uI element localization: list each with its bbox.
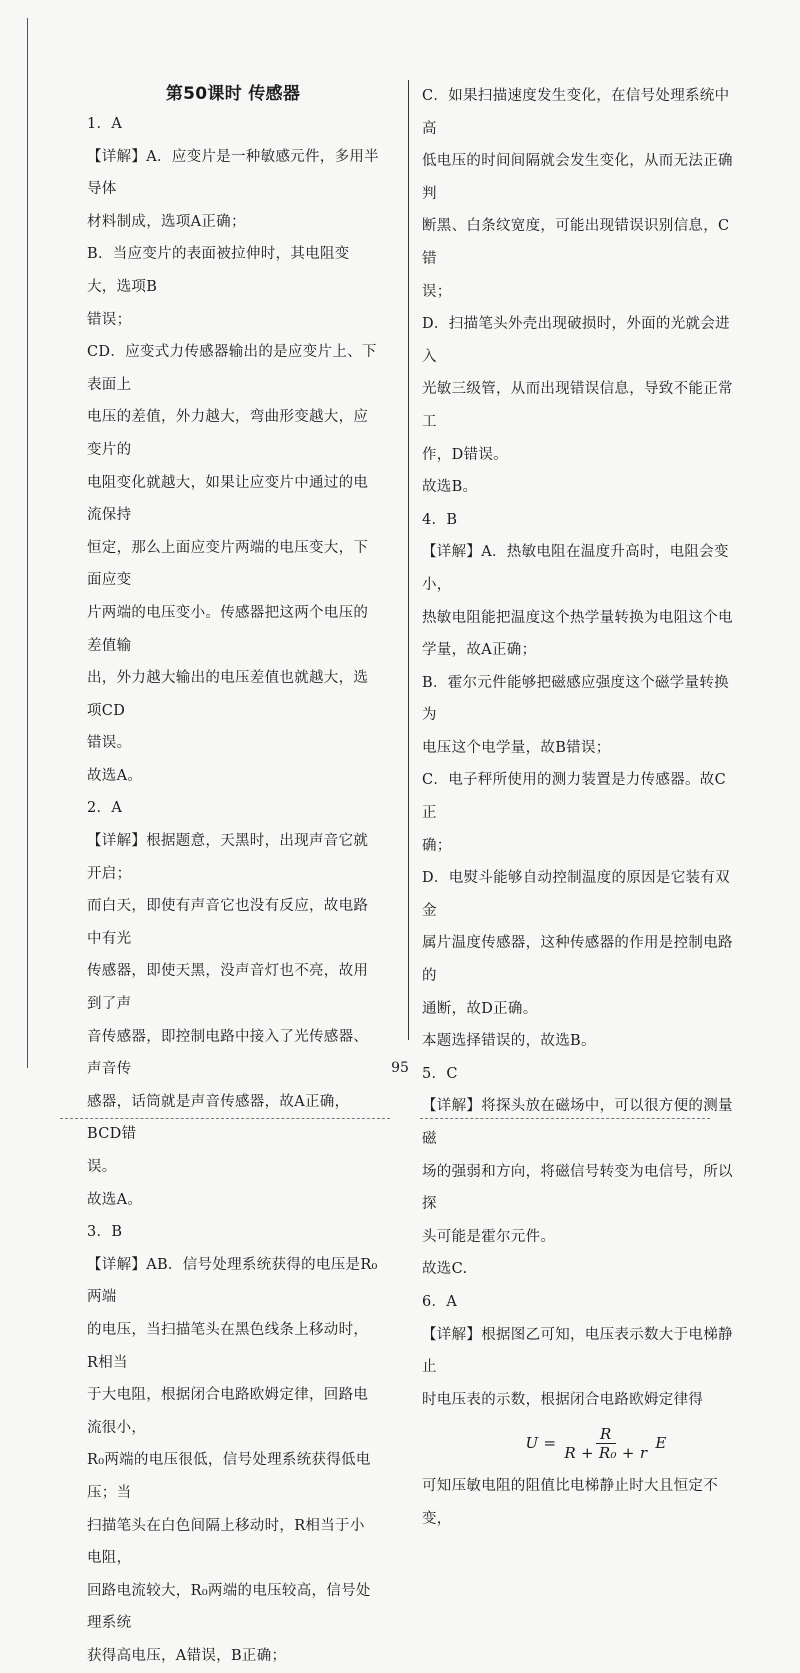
page-title: 第50课时 传感器 — [165, 84, 301, 104]
text-line: 低电压的时间间隔就会发生变化，从而无法正确判 — [422, 153, 733, 202]
text-line: 场的强弱和方向，将磁信号转变为电信号，所以探 — [422, 1163, 733, 1213]
text-line: 1．A — [87, 116, 123, 132]
text-line: 断黑、白条纹宽度，可能出现错误识别信息，C错 — [422, 218, 730, 267]
text-line: 属片温度传感器，这种传感器的作用是控制电路的 — [422, 935, 733, 985]
formula-fraction — [560, 1425, 651, 1462]
text-line: 6．A — [422, 1293, 458, 1310]
text-line: 的电压，当扫描笔头在黑色线条上移动时，R相当 — [87, 1321, 369, 1371]
text-line: CD．应变式力传感器输出的是应变片上、下表面上 — [87, 344, 377, 393]
right-text-lines-a — [422, 80, 740, 1416]
text-line: 电阻变化就越大，如果让应变片中通过的电流保持 — [87, 474, 369, 524]
formula-lhs: U = — [525, 1434, 557, 1453]
right-text-lines-b — [422, 1470, 740, 1535]
text-line: 故选A。 — [87, 1191, 143, 1208]
text-line: 而白天，即使有声音它也没有反应，故电路中有光 — [87, 898, 369, 947]
left-margin-rule — [27, 18, 28, 1068]
right-column — [422, 80, 740, 1536]
text-line: 4．B — [422, 511, 458, 528]
text-line: R₀两端的电压很低，信号处理系统获得低电压；当 — [87, 1452, 371, 1501]
text-line: 【详解】A．应变片是一种敏感元件，多用半导体 — [87, 148, 379, 198]
left-column — [87, 80, 379, 1673]
text-line: 故选B。 — [422, 479, 478, 496]
ohm-law-formula — [452, 1416, 740, 1470]
page-number: 95 — [391, 1060, 409, 1076]
text-line: 传感器，即使天黑，没声音灯也不亮，故用到了声 — [87, 963, 369, 1013]
text-line: 学量，故A正确； — [422, 642, 537, 659]
text-line: B．霍尔元件能够把磁感应强度这个磁学量转换为 — [422, 674, 729, 724]
formula-denominator: R + R₀ + r — [564, 1443, 648, 1462]
footer-dash-right — [420, 1118, 710, 1119]
text-line: 错误； — [87, 311, 132, 328]
text-line: 误。 — [87, 1159, 117, 1175]
text-line: 【详解】根据图乙可知，电压表示数大于电梯静止 — [422, 1326, 733, 1376]
text-line: 感器，话筒就是声音传感器，故A正确，BCD错 — [87, 1093, 350, 1143]
text-line: 【详解】A．热敏电阻在温度升高时，电阻会变小， — [422, 544, 729, 593]
column-divider — [408, 80, 409, 1040]
text-line: 扫描笔头在白色间隔上移动时，R相当于小电阻， — [87, 1517, 365, 1567]
text-line: 材料制成，选项A正确； — [87, 213, 246, 230]
formula-numerator: R — [596, 1425, 616, 1444]
text-line: 恒定，那么上面应变片两端的电压变大，下面应变 — [87, 539, 369, 589]
text-line: 【详解】将探头放在磁场中，可以很方便的测量磁 — [422, 1098, 733, 1147]
text-line: 光敏三级管，从而出现错误信息，导致不能正常工 — [422, 381, 733, 430]
text-line: D．电熨斗能够自动控制温度的原因是它装有双金 — [422, 870, 730, 919]
text-line: 头可能是霍尔元件。 — [422, 1228, 556, 1245]
footer-dash-left — [60, 1118, 390, 1119]
text-line: C．如果扫描速度发生变化，在信号处理系统中高 — [422, 88, 730, 137]
text-line: 本题选择错误的，故选B。 — [422, 1033, 596, 1050]
text-line: 误； — [422, 283, 452, 300]
text-line: B．当应变片的表面被拉伸时，其电阻变大，选项B — [87, 246, 350, 295]
text-line: 作，D错误。 — [422, 446, 508, 463]
left-text-lines — [87, 108, 379, 1673]
text-line: 3．B — [87, 1224, 123, 1241]
text-line: 时电压表的示数，根据闭合电路欧姆定律得 — [422, 1391, 704, 1408]
text-line: 回路电流较大，R₀两端的电压较高，信号处理系统 — [87, 1582, 371, 1632]
text-line: 热敏电阻能把温度这个热学量转换为电阻这个电 — [422, 609, 733, 626]
text-line: 电压这个电学量，故B错误； — [422, 739, 611, 756]
text-line: 错误。 — [87, 735, 132, 752]
text-line: D．扫描笔头外壳出现破损时，外面的光就会进入 — [422, 316, 730, 365]
text-line: 故选C. — [422, 1261, 468, 1278]
text-line: 故选A。 — [87, 767, 143, 784]
text-line: 音传感器，即控制电路中接入了光传感器、声音传 — [87, 1028, 369, 1078]
text-line: 片两端的电压变小。传感器把这两个电压的差值输 — [87, 604, 369, 654]
text-line: 获得高电压，A错误，B正确； — [87, 1647, 287, 1664]
text-line: 通断，故D正确。 — [422, 1000, 538, 1017]
text-line: 出，外力越大输出的电压差值也就越大，选项CD — [87, 670, 369, 719]
text-line: 于大电阻，根据闭合电路欧姆定律，回路电流很小， — [87, 1387, 369, 1436]
formula-rhs: E — [655, 1434, 667, 1453]
text-line: 2．A — [87, 800, 123, 817]
text-line: 确； — [422, 837, 452, 854]
text-line: 可知压敏电阻的阻值比电梯静止时大且恒定不变， — [422, 1478, 718, 1527]
text-line: 【详解】根据题意，天黑时，出现声音它就开启； — [87, 833, 369, 882]
text-line: 5．C — [422, 1065, 458, 1082]
text-line: C．电子秤所使用的测力装置是力传感器。故C正 — [422, 772, 726, 822]
text-line: 电压的差值，外力越大，弯曲形变越大，应变片的 — [87, 409, 369, 458]
text-line: 【详解】AB．信号处理系统获得的电压是R₀两端 — [87, 1256, 378, 1306]
